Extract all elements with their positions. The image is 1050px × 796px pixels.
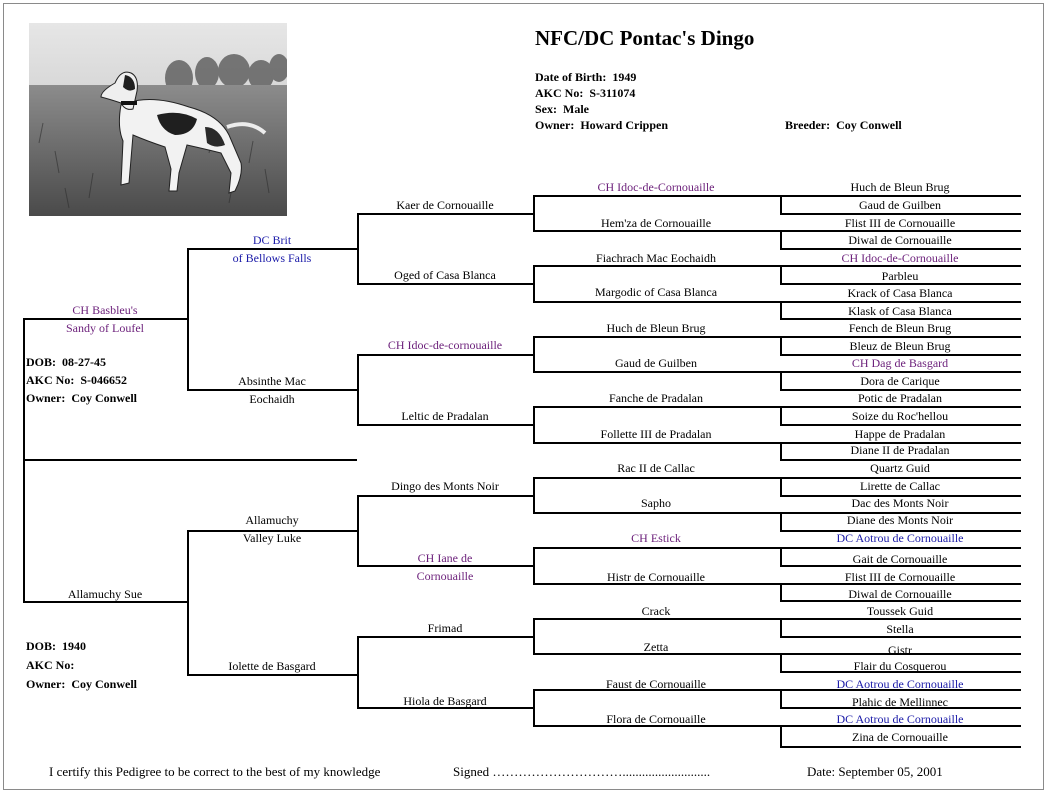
gen5-name: Diane des Monts Noir bbox=[846, 513, 954, 527]
dam-name: Allamuchy Sue bbox=[67, 587, 143, 601]
gen5-bracket bbox=[780, 442, 782, 461]
gen3-line bbox=[357, 354, 535, 356]
gen4-name: CH Idoc-de-Cornouaille bbox=[597, 180, 715, 194]
gen3-name: Frimad bbox=[427, 621, 463, 635]
gen5-line bbox=[780, 301, 1021, 303]
gen5-name: DC Aotrou de Cornouaille bbox=[836, 531, 964, 545]
gen5-name: DC Aotrou de Cornouaille bbox=[836, 677, 964, 691]
gen2-name: Iolette de Basgard bbox=[228, 659, 316, 673]
gen4-name: Crack bbox=[641, 604, 671, 618]
gen4-line bbox=[533, 442, 782, 444]
gen4-line bbox=[533, 336, 782, 338]
dog-dob-label: Date of Birth: bbox=[535, 70, 607, 84]
gen2-line bbox=[187, 389, 359, 391]
gen3-line bbox=[357, 283, 535, 285]
gen5-name: Huch de Bleun Brug bbox=[850, 180, 950, 194]
gen4-name: Faust de Cornouaille bbox=[606, 677, 706, 691]
sire-akc-row bbox=[26, 371, 127, 389]
gen3-name: Oged of Casa Blanca bbox=[394, 268, 496, 282]
gen5-name: Toussek Guid bbox=[866, 604, 934, 618]
gen2-line bbox=[187, 674, 359, 676]
gen4-line bbox=[533, 406, 782, 408]
gen5-line bbox=[780, 618, 1021, 620]
gen5-bracket bbox=[780, 725, 782, 748]
gen3-name: Dingo des Monts Noir bbox=[391, 479, 499, 493]
gen5-bracket bbox=[780, 547, 782, 567]
gen3-line bbox=[357, 636, 535, 638]
certify-text: I certify this Pedigree to be correct to the best of my knowledge bbox=[49, 764, 381, 779]
dam-dob-label: DOB: bbox=[26, 639, 56, 653]
gen4-line bbox=[533, 195, 782, 197]
dam-owner-label: Owner: bbox=[26, 677, 66, 691]
gen3-line bbox=[357, 213, 535, 215]
dog-breeder-label: Breeder: bbox=[785, 118, 831, 132]
gen5-name: Stella bbox=[886, 622, 914, 636]
sire-dob-label: DOB: bbox=[26, 355, 56, 369]
gen3-name: Leltic de Pradalan bbox=[401, 409, 489, 423]
gen4-line bbox=[533, 618, 782, 620]
gen3-name: Kaer de Cornouaille bbox=[396, 198, 494, 212]
gen4-name: Sapho bbox=[641, 496, 671, 510]
gen5-bracket bbox=[780, 336, 782, 356]
gen5-line bbox=[780, 230, 1021, 232]
gen5-name: Krack of Casa Blanca bbox=[847, 286, 953, 300]
gen4-name: Rac II de Callac bbox=[617, 461, 695, 475]
gen3-line bbox=[357, 424, 535, 426]
dog-owner-label: Owner: bbox=[535, 118, 575, 132]
signature-row bbox=[453, 764, 710, 780]
sire-owner-label: Owner: bbox=[26, 391, 66, 405]
gen5-bracket bbox=[780, 618, 782, 638]
dog-photo bbox=[29, 23, 287, 216]
sire-dob: 08-27-45 bbox=[62, 355, 106, 369]
sire-line bbox=[23, 318, 189, 320]
gen5-name: Happe de Pradalan bbox=[854, 427, 946, 441]
gen5-bracket bbox=[780, 512, 782, 532]
sire-akc-label: AKC No: bbox=[26, 373, 75, 387]
dog-sex: Male bbox=[563, 102, 589, 116]
date-value: September 05, 2001 bbox=[838, 764, 943, 779]
gen5-line bbox=[780, 265, 1021, 267]
sire-name: CH Basbleu's bbox=[72, 303, 138, 317]
gen3-name: CH Idoc-de-cornouaille bbox=[387, 338, 503, 352]
gen5-name: Plahic de Mellinnec bbox=[852, 695, 948, 709]
gen4-name: Histr de Cornouaille bbox=[607, 570, 705, 584]
gen5-name: Diane II de Pradalan bbox=[850, 443, 950, 457]
gen5-name: Bleuz de Bleun Brug bbox=[849, 339, 951, 353]
dam-owner: Coy Conwell bbox=[71, 677, 137, 691]
gen4-name: Huch de Bleun Brug bbox=[606, 321, 706, 335]
center-line bbox=[23, 459, 357, 461]
gen5-name: Zina de Cornouaille bbox=[852, 730, 948, 744]
gen4-name: Follette III de Pradalan bbox=[600, 427, 712, 441]
gen4-name: CH Estick bbox=[631, 531, 681, 545]
date-row bbox=[807, 764, 943, 780]
sire-name-line2: Sandy of Loufel bbox=[66, 321, 144, 335]
date-label: Date: bbox=[807, 764, 836, 779]
gen4-line bbox=[533, 371, 782, 373]
sire-owner: Coy Conwell bbox=[71, 391, 137, 405]
gen5-line bbox=[780, 406, 1021, 408]
gen5-name: Flair du Cosquerou bbox=[853, 659, 947, 673]
gen5-name: Flist III de Cornouaille bbox=[844, 570, 956, 584]
gen5-name: Potic de Pradalan bbox=[858, 391, 942, 405]
gen4-line bbox=[533, 230, 782, 232]
signed-label: Signed bbox=[453, 764, 490, 779]
gen5-line bbox=[780, 195, 1021, 197]
gen2-name: Absinthe Mac bbox=[238, 374, 306, 388]
signed-line: …………………………........................... bbox=[492, 764, 711, 779]
gen5-line bbox=[780, 424, 1021, 426]
gen5-bracket bbox=[780, 230, 782, 250]
gen4-name: Margodic of Casa Blanca bbox=[594, 285, 718, 299]
gen4-name: Fiachrach Mac Eochaidh bbox=[596, 251, 716, 265]
gen5-name: CH Dag de Basgard bbox=[851, 356, 949, 370]
dog-akc-label: AKC No: bbox=[535, 86, 584, 100]
gen5-line bbox=[780, 636, 1021, 638]
gen2-name-line2: Valley Luke bbox=[242, 531, 302, 545]
dam-dob: 1940 bbox=[62, 639, 86, 653]
dog-breeder-row bbox=[785, 116, 902, 134]
gen5-bracket bbox=[780, 583, 782, 602]
gen5-name: Parbleu bbox=[881, 269, 919, 283]
dog-sex-label: Sex: bbox=[535, 102, 557, 116]
dog-dob: 1949 bbox=[612, 70, 637, 84]
gen4-name: Zetta bbox=[643, 640, 669, 654]
gen4-name: Hem'za de Cornouaille bbox=[600, 216, 712, 230]
gen5-bracket bbox=[780, 195, 782, 215]
gen5-bracket bbox=[780, 265, 782, 285]
gen4-name: Gaud de Guilben bbox=[615, 356, 697, 370]
gen5-line bbox=[780, 371, 1021, 373]
gen5-name: Quartz Guid bbox=[870, 461, 930, 475]
gen4-line bbox=[533, 477, 782, 479]
gen2-line bbox=[187, 248, 359, 250]
gen3-name: Hiola de Basgard bbox=[403, 694, 487, 708]
gen5-name: Flist III de Cornouaille bbox=[844, 216, 956, 230]
gen5-name: Dora de Carique bbox=[860, 374, 940, 388]
dog-owner: Howard Crippen bbox=[580, 118, 669, 132]
gen5-name: Klask of Casa Blanca bbox=[848, 304, 952, 318]
gen2-bracket bbox=[187, 530, 189, 676]
gen3-name: CH Iane de bbox=[417, 551, 473, 565]
gen5-name: Gaud de Guilben bbox=[859, 198, 941, 212]
gen5-line bbox=[780, 336, 1021, 338]
dam-dob-row bbox=[26, 637, 86, 655]
gen5-bracket bbox=[780, 689, 782, 709]
gen5-name: Lirette de Callac bbox=[860, 479, 940, 493]
gen2-name: Allamuchy bbox=[245, 513, 299, 527]
gen5-name: Soize du Roc'hellou bbox=[851, 409, 949, 423]
sire-owner-row bbox=[26, 389, 137, 407]
gen5-name: CH Idoc-de-Cornouaille bbox=[841, 251, 959, 265]
dam-line bbox=[23, 601, 189, 603]
gen4-name: Flora de Cornouaille bbox=[606, 712, 706, 726]
dog-akc: S-311074 bbox=[589, 86, 636, 100]
gen5-name: Gait de Cornouaille bbox=[852, 552, 948, 566]
dam-akc-label: AKC No: bbox=[26, 658, 75, 672]
gen4-line bbox=[533, 265, 782, 267]
gen5-bracket bbox=[780, 301, 782, 320]
dog-title: NFC/DC Pontac's Dingo bbox=[535, 26, 755, 50]
gen5-bracket bbox=[780, 406, 782, 426]
gen5-line bbox=[780, 547, 1021, 549]
gen5-line bbox=[780, 283, 1021, 285]
dog-breeder: Coy Conwell bbox=[836, 118, 902, 132]
gen5-name: Gistr bbox=[888, 643, 912, 657]
gen5-bracket bbox=[780, 371, 782, 391]
gen5-name: Diwal de Cornouaille bbox=[848, 587, 952, 601]
gen4-line bbox=[533, 547, 782, 549]
gen5-name: Fench de Bleun Brug bbox=[848, 321, 952, 335]
gen2-name-line2: of Bellows Falls bbox=[232, 251, 312, 265]
gen5-bracket bbox=[780, 477, 782, 497]
gen2-name: DC Brit bbox=[252, 233, 292, 247]
gen2-name-line2: Eochaidh bbox=[249, 392, 295, 406]
gen5-bracket bbox=[780, 653, 782, 673]
gen4-line bbox=[533, 301, 782, 303]
gen5-line bbox=[780, 248, 1021, 250]
gen3-line bbox=[357, 565, 535, 567]
gen3-line bbox=[357, 495, 535, 497]
gen5-line bbox=[780, 318, 1021, 320]
gen5-line bbox=[780, 746, 1021, 748]
gen5-line bbox=[780, 213, 1021, 215]
gen4-name: Fanche de Pradalan bbox=[609, 391, 703, 405]
gen5-name: Diwal de Cornouaille bbox=[848, 233, 952, 247]
gen3-name-line2: Cornouaille bbox=[416, 569, 474, 583]
gen4-line bbox=[533, 512, 782, 514]
gen5-name: DC Aotrou de Cornouaille bbox=[836, 712, 964, 726]
dam-akc-row bbox=[26, 656, 80, 674]
sire-dob-row bbox=[26, 353, 106, 371]
dam-owner-row bbox=[26, 675, 137, 693]
sire-akc: S-046652 bbox=[80, 373, 127, 387]
gen5-name: Dac des Monts Noir bbox=[851, 496, 949, 510]
dog-owner-row bbox=[535, 116, 668, 134]
